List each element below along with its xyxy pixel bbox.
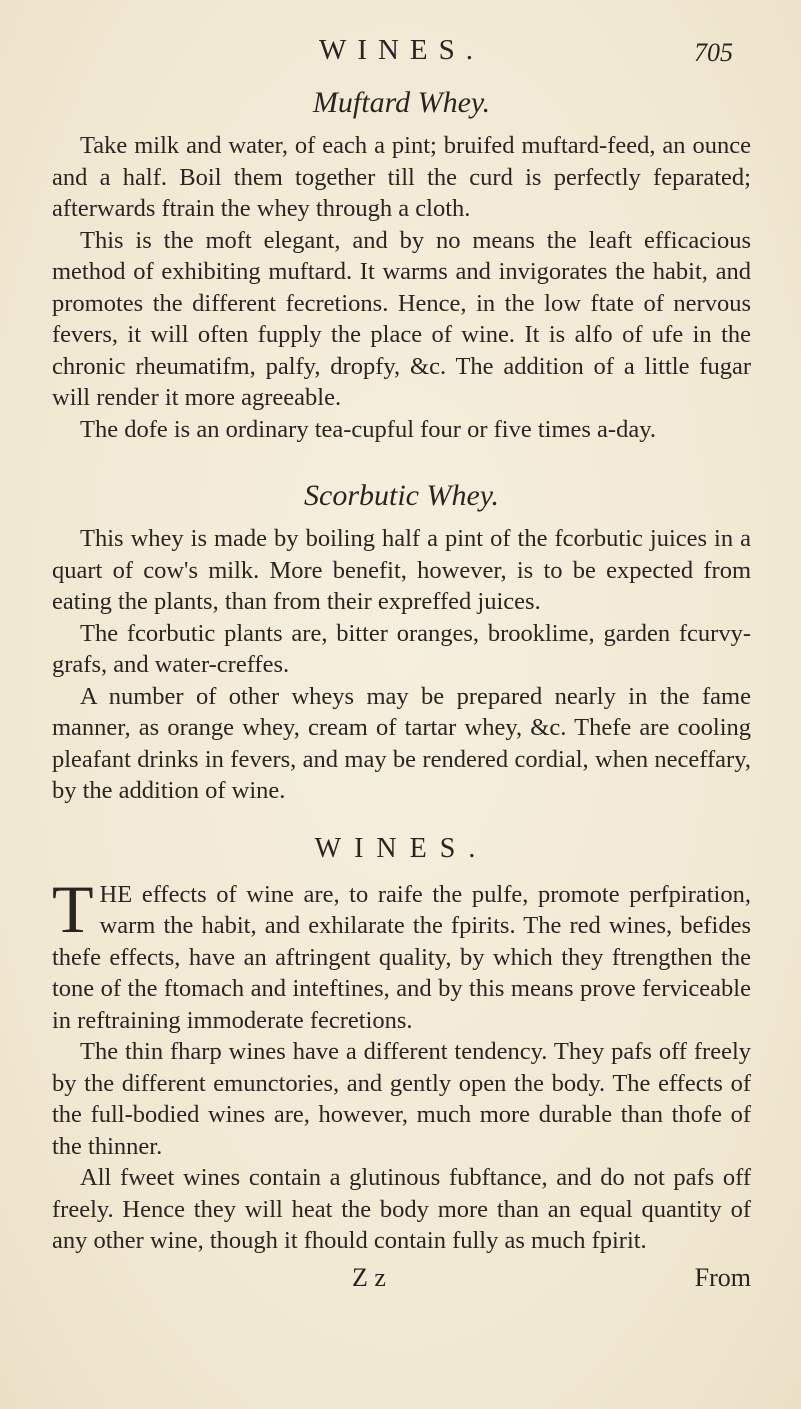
drop-cap: T: [52, 870, 94, 947]
paragraph: The dofe is an ordinary tea-cupful four or five times a-day.: [80, 415, 656, 443]
section-heading-mustard-whey: Muftard Whey.: [312, 86, 491, 119]
paragraph: This is the moft elegant, and by no means the leaft efficacious method of exhibiting muftard. It warms and invigorates the habit, and promotes the different fecretions. Hence, in the low ftate of nervous fevers, it will often fupply the place of wine. It is alfo of ufe in the chronic rheumatifm, palfy, dropfy, &c. The addition of a little fugar will render it more agreeable.: [52, 226, 751, 411]
section-heading-wines: WINES.: [314, 832, 489, 864]
page-footer: [52, 1263, 751, 1303]
running-title: WINES.: [318, 34, 485, 66]
section-heading-scorbutic-whey: Scorbutic Whey.: [304, 479, 499, 512]
paragraph: All fweet wines contain a glutinous fubftance, and do not pafs off freely. Hence they will heat the body more than an equal quantity of any other wine, though it fhould contain fully as much fpirit.: [52, 1164, 751, 1254]
paragraph: This whey is made by boiling half a pint of the fcorbutic juices in a quart of cow's milk. More benefit, however, is to be expected from eating the plants, than from their expreffed juices.: [52, 525, 751, 615]
paragraph: Take milk and water, of each a pint; bruifed muftard-feed, an ounce and a half. Boil them together till the curd is perfectly feparated; afterwards ftrain the whey through a cloth.: [52, 132, 751, 222]
page-number: 705: [694, 38, 733, 67]
paragraph: A number of other wheys may be prepared nearly in the fame manner, as orange whey, cream of tartar whey, &c. Thefe are cooling pleafant drinks in fevers, and may be rendered cordial, when neceffary, by the addition of wine.: [52, 682, 751, 804]
signature-mark: Z z: [352, 1262, 386, 1292]
paragraph-text: HE effects of wine are, to raife the pulfe, promote perfpiration, warm the habit, and exhilarate the fpirits. The red wines, befides thefe effects, have an aftringent quality, by which they ftrengthen the tone of the ftomach and inteftines, and by this means prove ferviceable in reftraining immoderate fecretions.: [52, 880, 751, 1034]
paragraph: The thin fharp wines have a different tendency. They pafs off freely by the different emunctories, and gently open the body. The effects of the full-bodied wines are, however, much more durable than thofe of the thinner.: [52, 1038, 751, 1160]
paragraph: The fcorbutic plants are, bitter oranges, brooklime, garden fcurvy-grafs, and water-creffes.: [52, 619, 751, 678]
paragraph-with-dropcap: [52, 870, 751, 1037]
catchword: From: [694, 1262, 751, 1292]
running-head: [52, 28, 751, 80]
